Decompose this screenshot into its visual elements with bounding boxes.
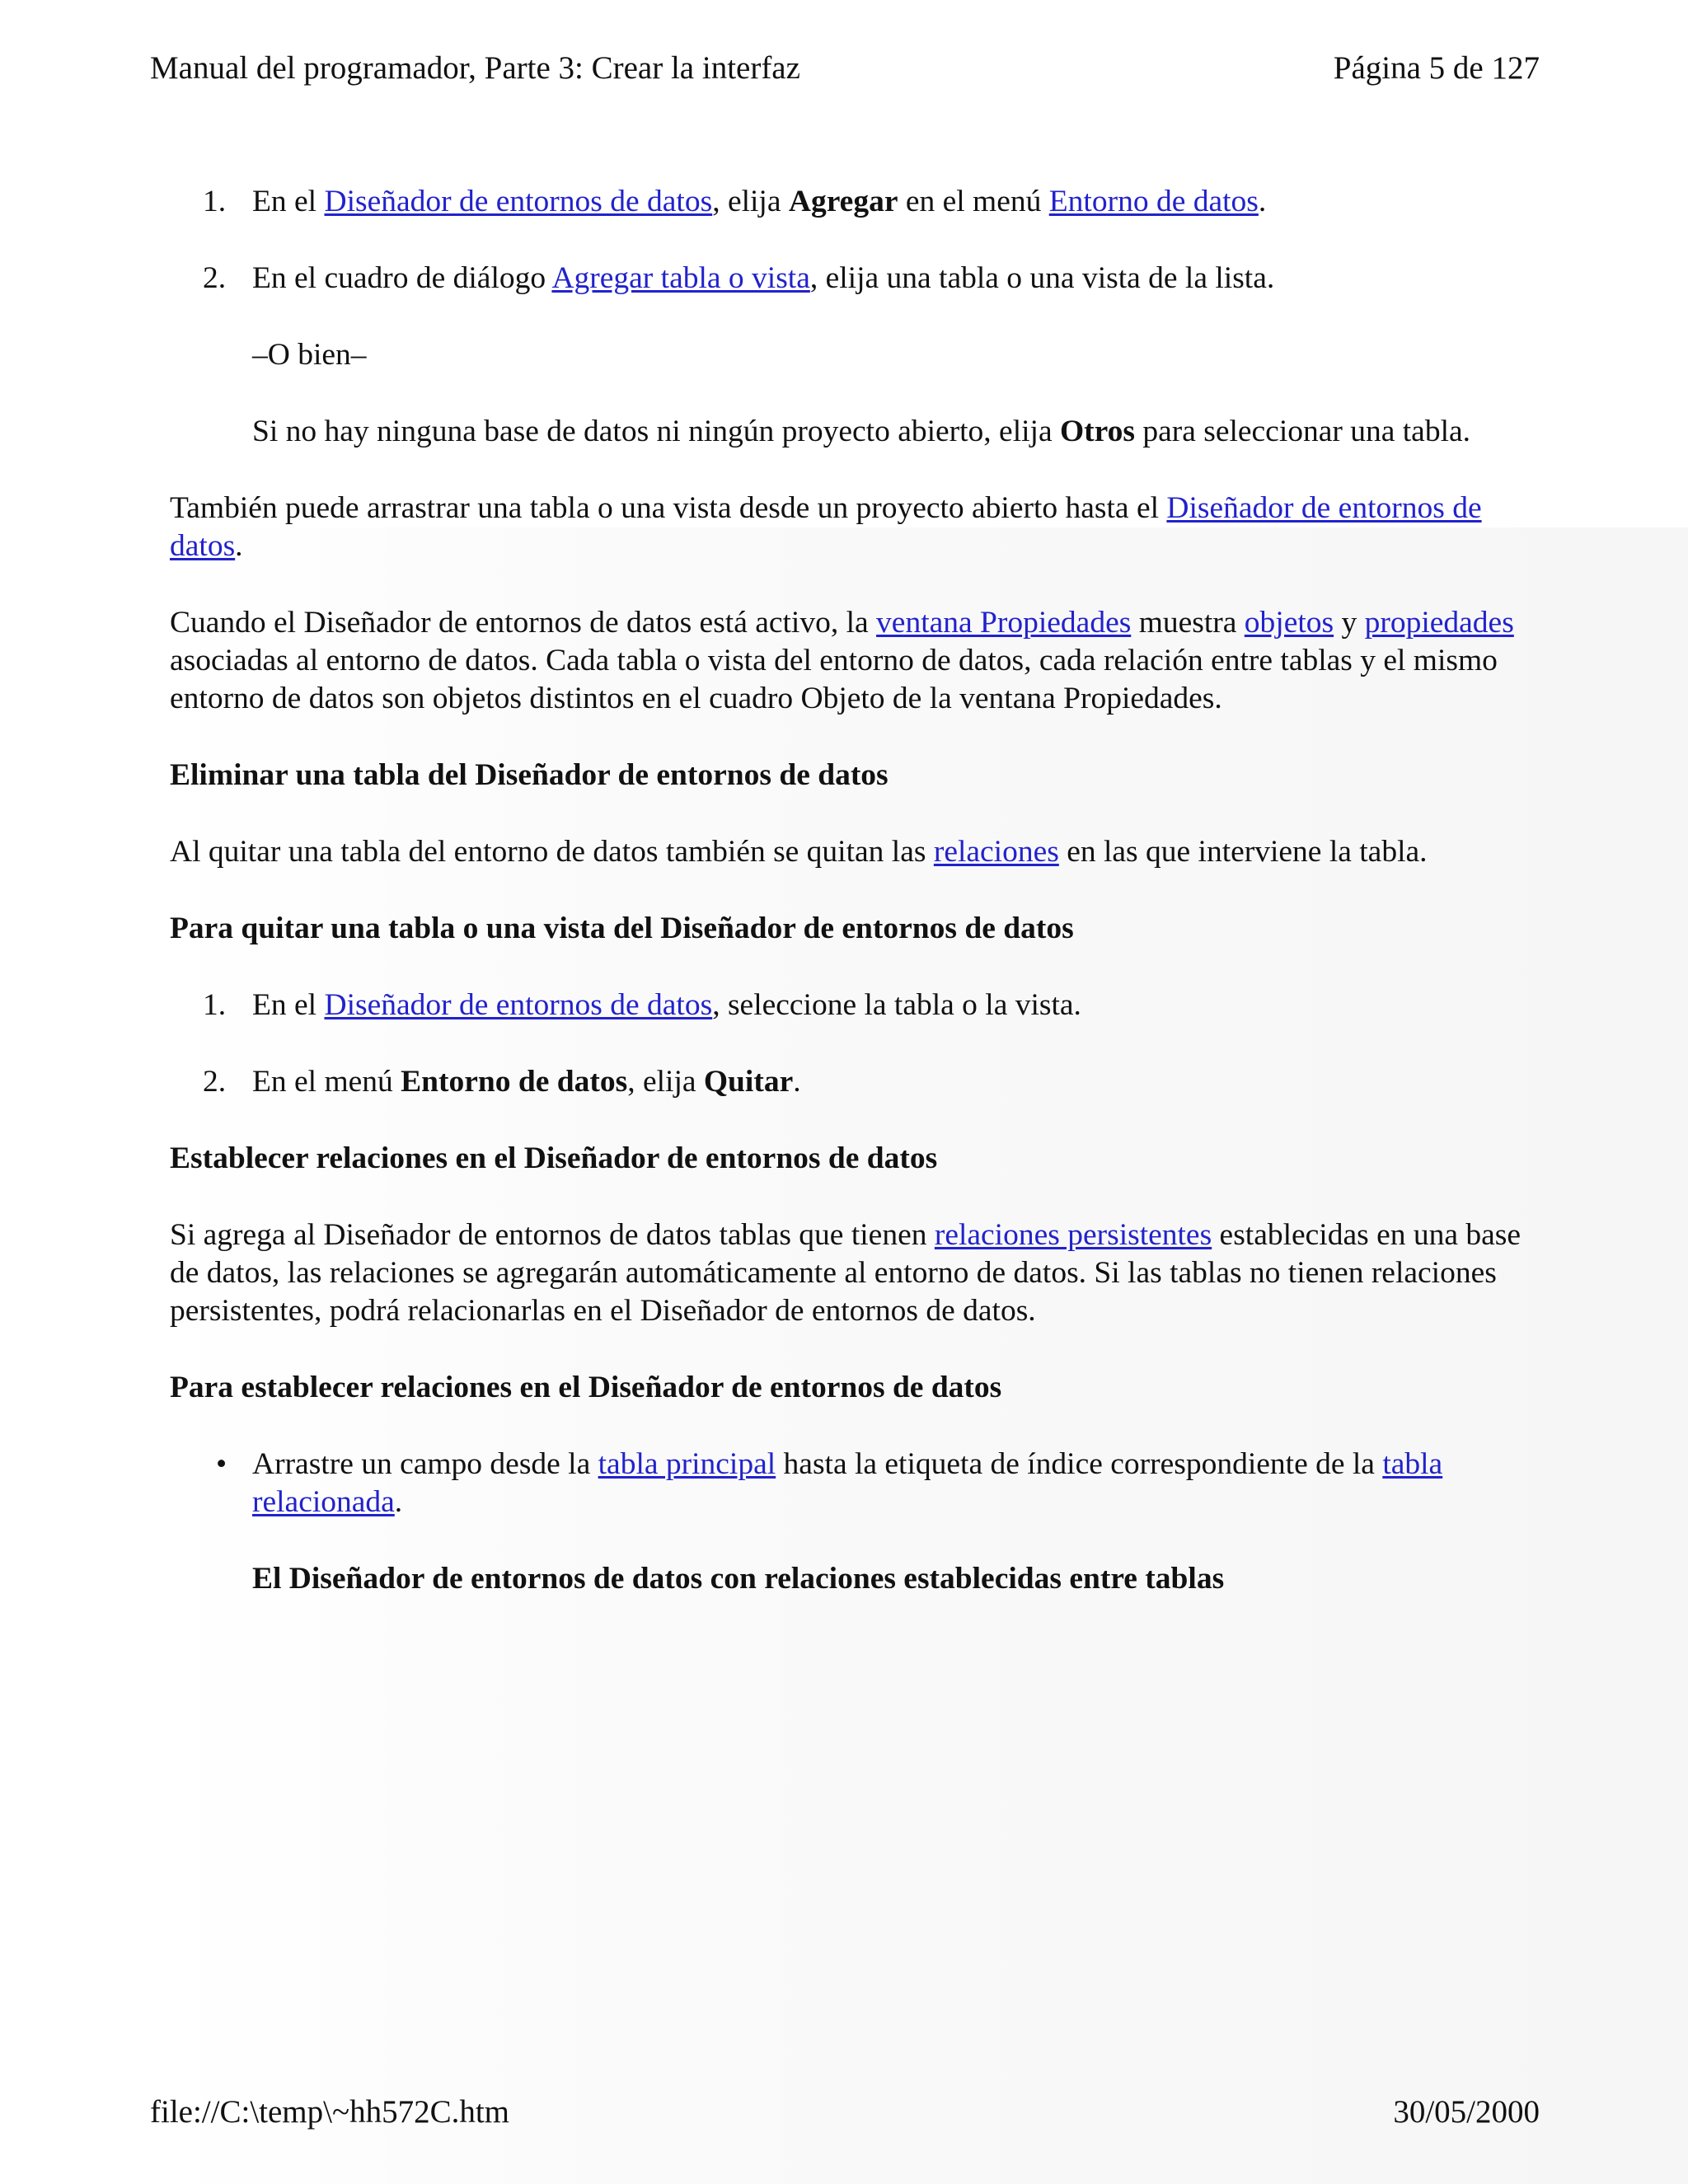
page-number: Página 5 de 127	[1333, 50, 1540, 86]
link-objetos[interactable]: objetos	[1244, 606, 1334, 640]
text-run: También puede arrastrar una tabla o una vista desde un proyecto abierto hasta el	[170, 491, 1167, 525]
text-run: En el menú	[252, 1065, 401, 1099]
link-disenador[interactable]: Diseñador de entornos de datos	[324, 185, 713, 218]
text-run: En el	[252, 988, 325, 1022]
bullet-icon: •	[216, 1447, 227, 1481]
text-run: , elija	[627, 1065, 704, 1099]
text-run: y	[1334, 606, 1365, 640]
link-disenador[interactable]: Diseñador de entornos de datos	[324, 988, 713, 1022]
text-run: En el cuadro de diálogo	[252, 261, 552, 295]
file-path: file://C:\temp\~hh572C.htm	[150, 2094, 510, 2130]
list-item	[170, 987, 1542, 1024]
list-item	[170, 183, 1542, 221]
text-run: , elija una tabla o una vista de la lista.	[809, 261, 1275, 295]
paragraph-remove	[170, 833, 1542, 871]
paragraph-relations	[170, 1216, 1542, 1330]
bold-entorno-de-datos: Entorno de datos	[401, 1065, 628, 1099]
list-number: 2.	[203, 1065, 227, 1099]
link-relaciones-persistentes[interactable]: relaciones persistentes	[934, 1218, 1212, 1252]
bold-quitar: Quitar	[703, 1065, 794, 1099]
figure-caption: El Diseñador de entornos de datos con relaciones establecidas entre tablas	[252, 1562, 1225, 1596]
list-item	[170, 1063, 1542, 1101]
text-run: asociadas al entorno de datos. Cada tabla o vista del entorno de datos, cada relación entre tablas y el mismo entorno de datos son objetos distintos en el cuadro Objeto de la ventana Propiedades.	[170, 644, 1498, 715]
text-run: En el	[252, 185, 325, 218]
section-heading: Establecer relaciones en el Diseñador de entornos de datos	[170, 1141, 938, 1175]
text-run: , elija	[712, 185, 789, 218]
procedure-heading: Para quitar una tabla o una vista del Diseñador de entornos de datos	[170, 912, 1074, 945]
document-body	[170, 183, 1542, 1598]
section-heading: Eliminar una tabla del Diseñador de entornos de datos	[170, 758, 889, 792]
text-run: .	[235, 529, 243, 563]
bold-otros: Otros	[1059, 415, 1135, 448]
document-title: Manual del programador, Parte 3: Crear la interfaz	[150, 50, 800, 86]
text-run: .	[1258, 185, 1267, 218]
link-propiedades[interactable]: propiedades	[1364, 606, 1514, 640]
text-run: para seleccionar una tabla.	[1134, 415, 1471, 448]
link-entorno-de-datos[interactable]: Entorno de datos	[1048, 185, 1259, 218]
text-run: en las que interviene la tabla.	[1058, 835, 1428, 869]
text-run: Si no hay ninguna base de datos ni ningún proyecto abierto, elija	[252, 415, 1060, 448]
paragraph-drag	[170, 490, 1542, 565]
text-run: establecidas en una base de datos, las relaciones se agregarán automáticamente al entorno de datos. Si las tablas no tienen relaciones persistentes, podrá relacionarlas en el Diseñador de entornos de datos.	[170, 1218, 1522, 1328]
text-run: Arrastre un campo desde la	[252, 1447, 598, 1481]
text-run: muestra	[1131, 606, 1245, 640]
paragraph-active	[170, 604, 1542, 718]
list-item	[170, 260, 1542, 298]
text-run: en el menú	[898, 185, 1049, 218]
list-number: 1.	[203, 185, 227, 218]
link-tabla-principal[interactable]: tabla principal	[598, 1447, 776, 1481]
page-footer	[150, 2093, 1540, 2131]
text-run: , seleccione la tabla o la vista.	[712, 988, 1081, 1022]
link-tabla-relacionada[interactable]: tabla relacionada	[252, 1447, 1443, 1519]
list-number: 1.	[203, 988, 227, 1022]
page-header	[150, 49, 1540, 87]
link-ventana-propiedades[interactable]: ventana Propiedades	[876, 606, 1132, 640]
text-run: .	[394, 1485, 403, 1519]
procedure-heading: Para establecer relaciones en el Diseñador de entornos de datos	[170, 1371, 1002, 1404]
list-number: 2.	[203, 261, 227, 295]
bullet-item	[170, 1446, 1542, 1521]
alternative-paragraph	[170, 413, 1542, 451]
text-run: .	[793, 1065, 801, 1099]
text-run: Al quitar una tabla del entorno de datos también se quitan las	[170, 835, 934, 869]
link-relaciones[interactable]: relaciones	[933, 835, 1059, 869]
bold-agregar: Agregar	[788, 185, 898, 218]
text-run: hasta la etiqueta de índice correspondiente de la	[776, 1447, 1383, 1481]
print-date: 30/05/2000	[1393, 2094, 1540, 2130]
link-agregar-tabla-o-vista[interactable]: Agregar tabla o vista	[551, 261, 810, 295]
or-separator: –O bien–	[252, 338, 367, 372]
text-run: Si agrega al Diseñador de entornos de datos tablas que tienen	[170, 1218, 935, 1252]
text-run: Cuando el Diseñador de entornos de datos está activo, la	[170, 606, 877, 640]
link-disenador[interactable]: Diseñador de entornos de datos	[170, 491, 1482, 563]
